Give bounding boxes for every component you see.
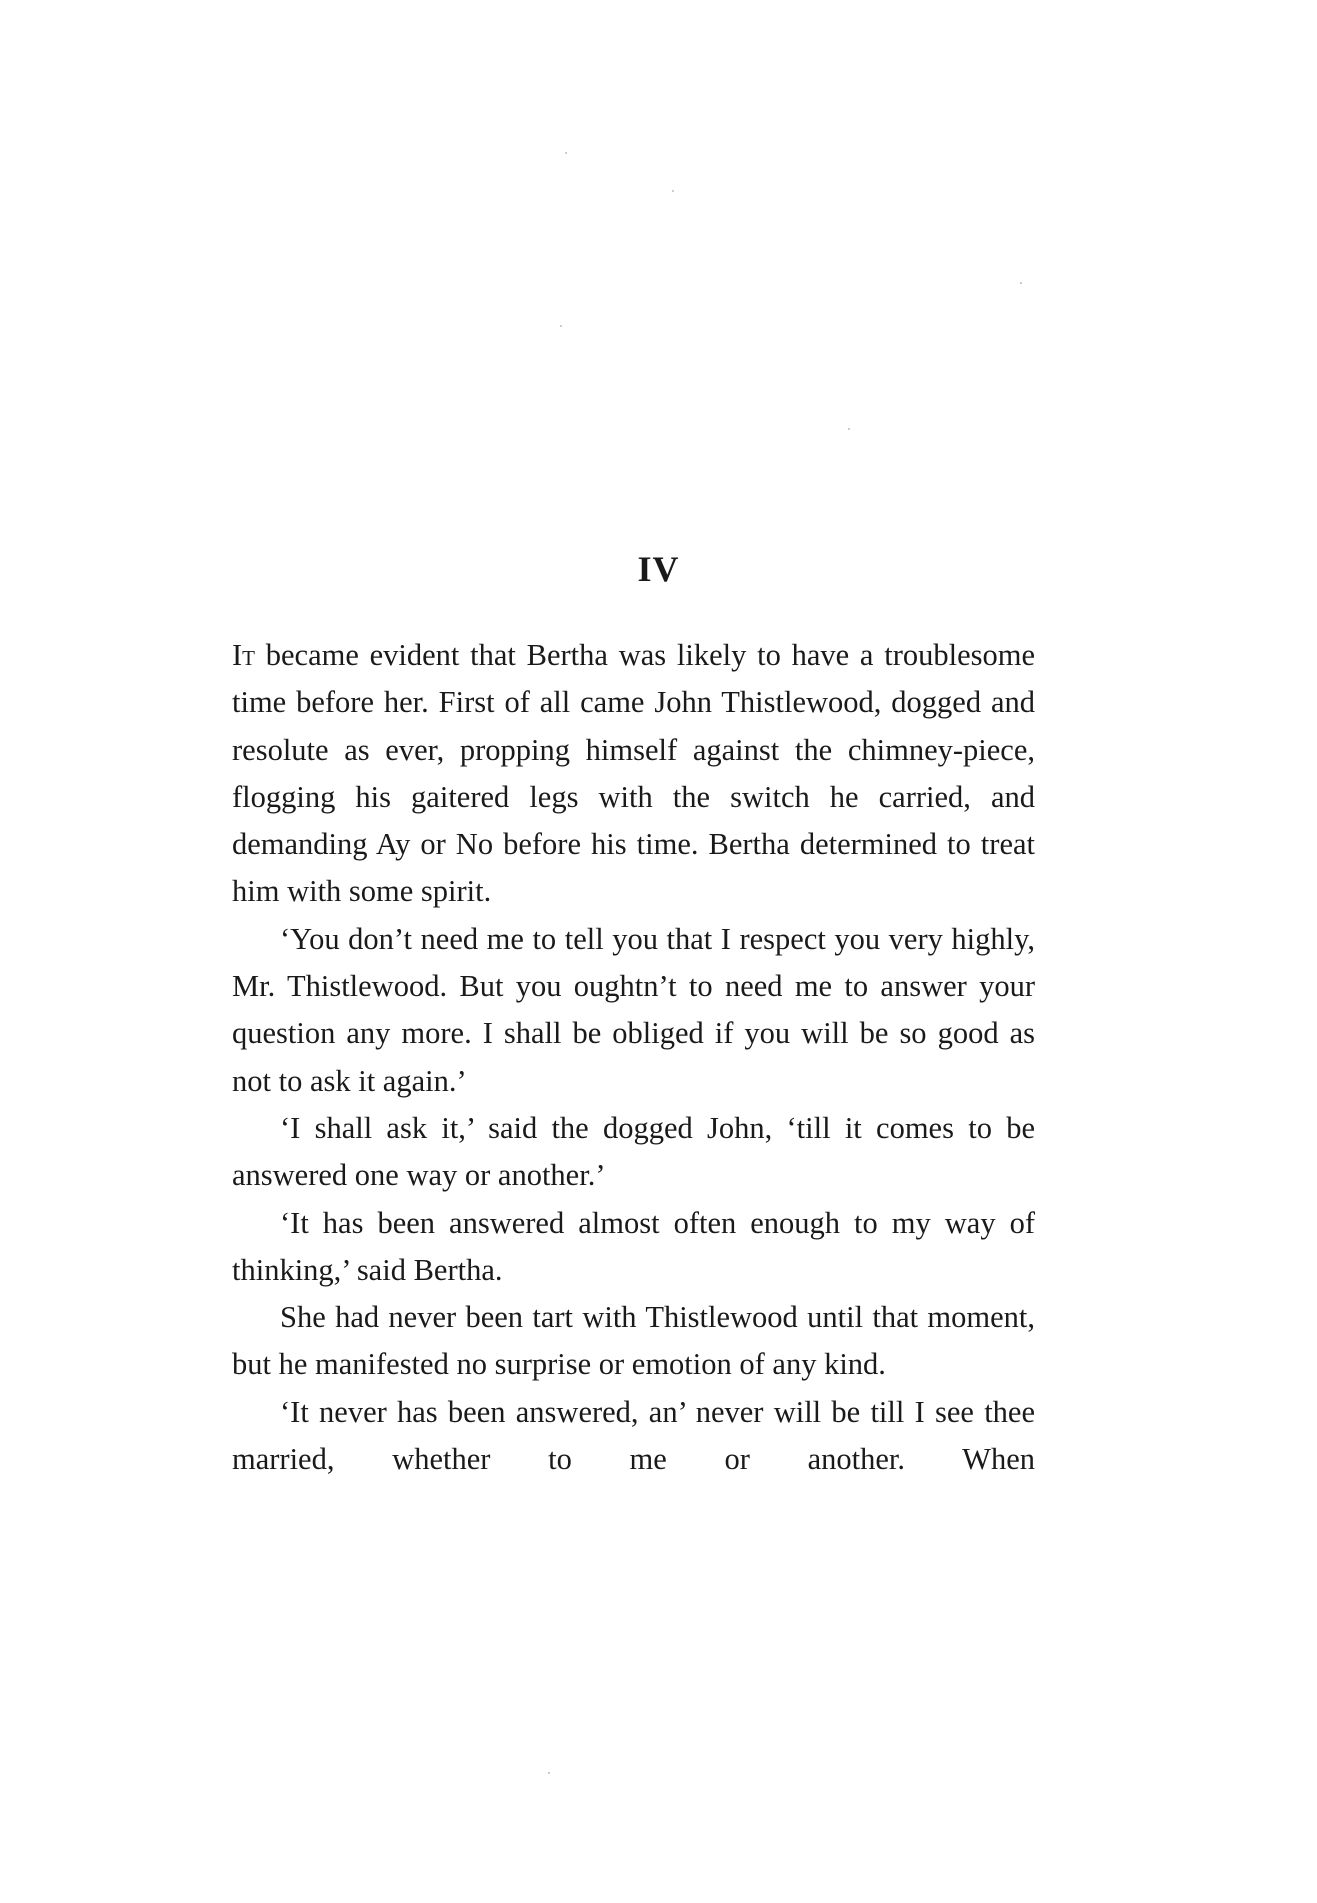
chapter-body (232, 632, 1035, 1483)
paragraph-text: became evident that Bertha was likely to have a troublesome time before her. First of all came John Thistlewood, dogged and resolute as ever, propping himself against the chimney-piece, flogging his gaitered legs with the switch he carried, and demanding Ay or No before his time. Bertha determined to treat him with some spirit. (232, 638, 1035, 909)
paragraph: She had never been tart with Thistlewood until that moment, but he manifested no surprise or emotion of any kind. (232, 1300, 1035, 1382)
paper-speck (1020, 282, 1022, 284)
paper-speck (565, 152, 567, 154)
paragraph: ‘I shall ask it,’ said the dogged John, ‘till it comes to be answered one way or another.’ (232, 1110, 1035, 1193)
paper-speck (672, 190, 674, 192)
opening-small-caps: It (232, 638, 255, 672)
chapter-heading: IV (637, 549, 680, 589)
paragraph-opening (232, 632, 1035, 916)
paragraph-continues: ‘It never has been answered, an’ never will be till I see thee married, whether to me or another. When (232, 1394, 1035, 1477)
paper-speck (548, 1772, 550, 1774)
paragraph: ‘It has been answered almost often enough to my way of thinking,’ said Bertha. (232, 1205, 1035, 1287)
paper-speck (560, 325, 562, 327)
paper-speck (848, 428, 850, 430)
paragraph: ‘You don’t need me to tell you that I respect you very highly, Mr. Thistlewood. But you oughtn’t to need me to answer your question any more. I shall be obliged if you will be so good as not to ask it again.’ (232, 921, 1035, 1098)
